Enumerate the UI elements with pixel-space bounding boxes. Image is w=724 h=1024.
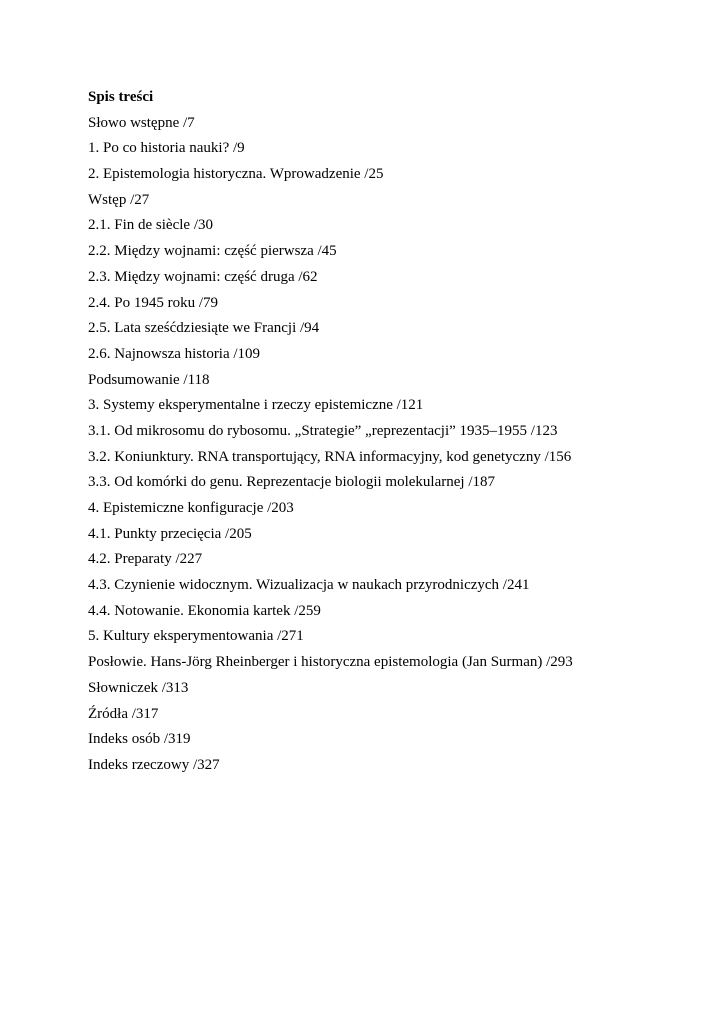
toc-entry: 2.4. Po 1945 roku /79 [88,294,219,311]
toc-entry: 4.4. Notowanie. Ekonomia kartek /259 [88,602,321,619]
toc-entry: Indeks osób /319 [88,731,191,748]
toc-entry: 4. Epistemiczne konfiguracje /203 [88,500,294,516]
toc-entry: 2.2. Między wojnami: część pierwsza /45 [88,243,337,260]
toc-entry: 4.3. Czynienie widocznym. Wizualizacja w naukach przyrodniczych /241 [88,577,530,594]
toc-entry: Indeks rzeczowy /327 [88,756,220,773]
toc-entry: 3. Systemy eksperymentalne i rzeczy epistemiczne /121 [88,397,424,414]
toc-entry: 4.2. Preparaty /227 [88,551,203,568]
toc-entry: Posłowie. Hans-Jörg Rheinberger i historyczna epistemologia (Jan Surman) /293 [88,654,573,671]
toc-entry: Słowniczek /313 [88,679,189,696]
toc-entry: 3.1. Od mikrosomu do rybosomu. „Strategie” „reprezentacji” 1935–1955 /123 [88,422,558,439]
toc-title: Spis treści [88,89,154,105]
toc-entry: 2.6. Najnowsza historia /109 [88,345,261,362]
toc-entry: Źródła /317 [88,705,159,722]
toc-entry: 3.2. Koniunktury. RNA transportujący, RNA informacyjny, kod genetyczny /156 [88,448,572,465]
toc-entry: 4.1. Punkty przecięcia /205 [88,525,252,542]
toc-entry: Słowo wstępne /7 [88,114,195,131]
toc-entry: 2.1. Fin de siècle /30 [88,217,213,234]
toc-entry: 5. Kultury eksperymentowania /271 [88,628,304,645]
toc-entry: Wstęp /27 [88,191,150,208]
table-of-contents [88,85,688,779]
toc-entry: 2.3. Między wojnami: część druga /62 [88,268,318,285]
toc-entry: Podsumowanie /118 [88,371,210,388]
toc-entry: 3.3. Od komórki do genu. Reprezentacje biologii molekularnej /187 [88,474,495,491]
toc-entry: 2. Epistemologia historyczna. Wprowadzenie /25 [88,166,384,183]
toc-list [88,111,688,779]
toc-entry: 2.5. Lata sześćdziesiąte we Francji /94 [88,320,320,337]
toc-entry: 1. Po co historia nauki? /9 [88,140,245,157]
